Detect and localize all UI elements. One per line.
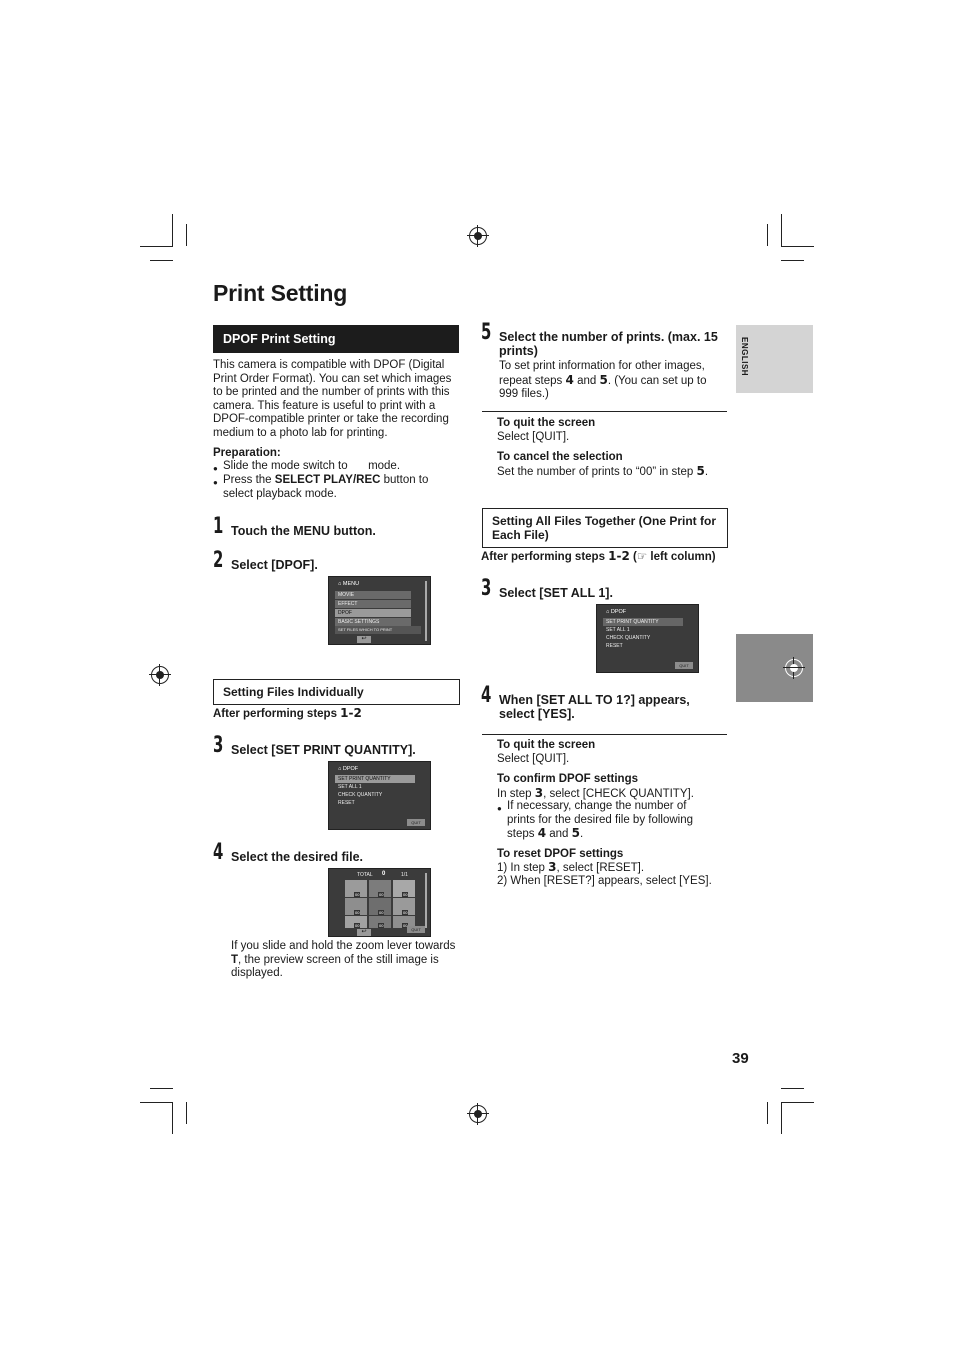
crop-mark	[140, 1102, 173, 1103]
menu-item-basic-settings[interactable]: BASIC SETTINGS	[335, 618, 411, 626]
menu-screen-footer: SET FILES WHICH TO PRINT	[335, 626, 421, 634]
thumbnail[interactable]	[369, 880, 391, 897]
confirm-bullet: ● If necessary, change the number of prints for the desired file by following steps 4 and 5.	[497, 800, 717, 842]
dpof-item-set-print-quantity[interactable]: SET PRINT QUANTITY	[603, 618, 683, 626]
preparation-item: ● Press the SELECT PLAY/REC button to select playback mode.	[213, 474, 463, 501]
crop-mark	[781, 1088, 804, 1089]
crop-mark	[186, 1102, 187, 1124]
thumbnail[interactable]	[393, 880, 415, 897]
crop-mark	[781, 214, 782, 246]
dpof-item-reset[interactable]: RESET	[338, 800, 355, 806]
cancel-title: To cancel the selection	[497, 451, 623, 463]
quit-title: To quit the screen	[497, 417, 596, 429]
thumbnail[interactable]	[345, 880, 367, 897]
step-number: 5	[481, 320, 492, 345]
thumbnail[interactable]	[345, 916, 367, 928]
divider	[482, 411, 727, 412]
step-text: Select [SET ALL 1].	[499, 586, 613, 600]
page-title: Print Setting	[213, 280, 348, 306]
quit-text: Select [QUIT].	[497, 431, 570, 443]
individual-heading: Setting Files Individually	[213, 679, 460, 705]
after-steps-note: After performing steps 1-2	[213, 706, 362, 720]
crop-mark	[781, 1102, 814, 1103]
step-number: 3	[481, 576, 492, 601]
dpof-item-check-quantity[interactable]: CHECK QUANTITY	[606, 635, 651, 641]
all-files-heading: Setting All Files Together (One Print for Each File)	[482, 508, 728, 548]
reset-title: To reset DPOF settings	[497, 848, 624, 860]
confirm-title: To confirm DPOF settings	[497, 773, 638, 785]
step-number: 1	[213, 514, 224, 539]
menu-item-movie[interactable]: MOVIE	[335, 591, 411, 599]
total-label: TOTAL	[357, 872, 373, 878]
quit-button[interactable]: QUIT	[407, 819, 425, 826]
dpof-item-set-print-quantity[interactable]: SET PRINT QUANTITY	[335, 775, 415, 783]
menu-screen	[328, 576, 431, 645]
step-text: Select the desired file.	[231, 850, 363, 864]
print-count: 00	[355, 910, 360, 915]
dpof-item-set-all-1[interactable]: SET ALL 1	[338, 784, 362, 790]
dpof-heading: DPOF Print Setting	[213, 325, 459, 353]
registration-mark-icon	[151, 666, 169, 684]
step-number: 3	[213, 733, 224, 758]
crop-mark	[767, 1102, 768, 1124]
dpof-screen-title: ⌂ DPOF	[606, 609, 627, 615]
crop-mark	[172, 1102, 173, 1134]
after-steps-note: After performing steps 1-2 (☞ left column)	[481, 549, 716, 563]
total-value: 0	[382, 871, 386, 877]
crop-mark	[172, 214, 173, 246]
reset-step: 2) When [RESET?] appears, select [YES].	[497, 875, 712, 887]
quit-button[interactable]: QUIT	[675, 662, 693, 669]
quit-title: To quit the screen	[497, 739, 596, 751]
thumbnail[interactable]	[345, 898, 367, 915]
dpof-item-set-all-1[interactable]: SET ALL 1	[606, 627, 630, 633]
print-count: 00	[355, 923, 360, 928]
registration-mark-icon	[785, 659, 803, 677]
thumbnail[interactable]	[393, 898, 415, 915]
step-number: 4	[213, 840, 224, 865]
thumbnail[interactable]	[369, 916, 391, 928]
menu-screen-title: ⌂ MENU	[338, 581, 360, 587]
confirm-text: In step 3, select [CHECK QUANTITY].	[497, 786, 694, 800]
reference-icon: ☞	[636, 551, 648, 563]
dpof-screen	[328, 761, 431, 830]
preparation-item: ● Slide the mode switch to mode.	[213, 460, 463, 474]
step-text: Select [SET PRINT QUANTITY].	[231, 743, 416, 757]
menu-item-dpof[interactable]: DPOF	[335, 609, 411, 617]
crop-mark	[781, 1102, 782, 1134]
print-count: 00	[379, 923, 384, 928]
language-tab-label: ENGLISH	[740, 337, 749, 377]
crop-mark	[140, 246, 173, 247]
page-number: 39	[732, 1050, 749, 1067]
print-count: 00	[403, 910, 408, 915]
step-text: When [SET ALL TO 1?] appears, select [YES].	[499, 693, 690, 721]
back-icon[interactable]: ↩	[357, 929, 371, 936]
step-number: 4	[481, 683, 492, 708]
print-count: 00	[379, 892, 384, 897]
crop-mark	[781, 260, 804, 261]
menu-item-effect[interactable]: EFFECT	[335, 600, 411, 608]
page-indicator: 1/1	[401, 872, 408, 878]
dpof-screen-title: ⌂ DPOF	[338, 766, 359, 772]
quit-text: Select [QUIT].	[497, 753, 570, 765]
crop-mark	[150, 260, 173, 261]
print-count: 00	[355, 892, 360, 897]
step-number: 2	[213, 548, 224, 573]
print-count: 00	[379, 910, 384, 915]
scrollbar[interactable]	[425, 581, 427, 641]
crop-mark	[150, 1088, 173, 1089]
thumbnail[interactable]	[369, 898, 391, 915]
reset-step: 1) In step 3, select [RESET].	[497, 860, 645, 874]
dpof-item-reset[interactable]: RESET	[606, 643, 623, 649]
dpof-item-check-quantity[interactable]: CHECK QUANTITY	[338, 792, 383, 798]
back-icon[interactable]: ↩	[357, 636, 371, 643]
zoom-note: If you slide and hold the zoom lever towards T, the preview screen of the still image is displayed.	[231, 940, 456, 980]
print-count: 00	[403, 923, 408, 928]
section-tab	[736, 634, 813, 702]
crop-mark	[186, 224, 187, 246]
cancel-text: Set the number of prints to “00” in step 5.	[497, 464, 709, 478]
print-count: 00	[403, 892, 408, 897]
file-select-screen	[328, 868, 431, 937]
crop-mark	[781, 246, 814, 247]
step5-note: To set print information for other images, repeat steps 4 and 5. (You can set up to 999 files.)	[499, 360, 707, 401]
registration-mark-icon	[469, 1105, 487, 1123]
dpof-screen	[596, 604, 699, 673]
scrollbar[interactable]	[425, 873, 427, 928]
language-tab	[736, 325, 813, 393]
divider	[482, 734, 727, 735]
preparation-label: Preparation:	[213, 447, 281, 459]
quit-button[interactable]: QUIT	[407, 926, 425, 933]
registration-mark-icon	[469, 227, 487, 245]
step-text: Touch the MENU button.	[231, 524, 376, 538]
step-text: Select the number of prints. (max. 15 prints)	[499, 330, 718, 358]
intro-text: This camera is compatible with DPOF (Digital Print Order Format). You can set which images to be printed and the number of prints with this camera. This feature is useful to print with a DPOF-compatible printer or take the recording medium to a photo lab for printing.	[213, 359, 452, 439]
step-text: Select [DPOF].	[231, 558, 318, 572]
crop-mark	[767, 224, 768, 246]
